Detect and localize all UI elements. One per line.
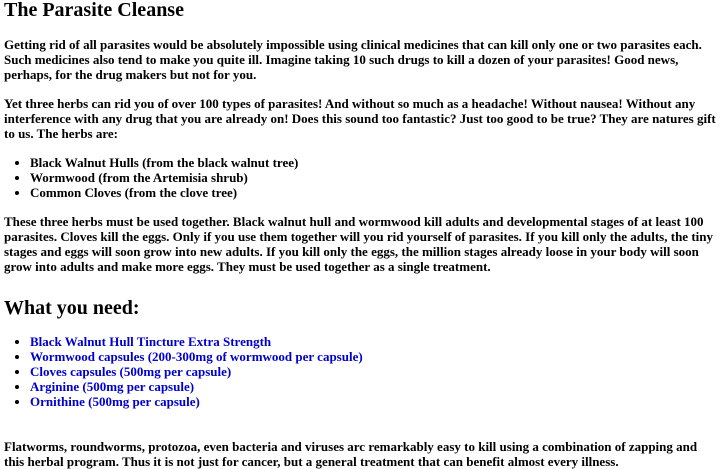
list-item-need [30, 334, 720, 349]
needs-list [4, 334, 720, 409]
list-item-need [30, 379, 720, 394]
link-wormwood-capsules[interactable]: Wormwood capsules (200-300mg of wormwood per capsule) [30, 349, 363, 364]
section-heading: What you need: [4, 297, 140, 319]
list-item-need [30, 364, 720, 379]
list-item-herb: • Common Cloves (from the clove tree) [30, 185, 720, 200]
link-black-walnut-tincture[interactable]: Black Walnut Hull Tincture Extra Strength [30, 334, 272, 349]
usage-paragraph: These three herbs must be used together. Black walnut hull and wormwood kill adults and developmental stages of at least 100 parasites. Cloves kill the eggs. Only if you use them together will you rid yourself of parasites. If you kill only the adults, the tiny stages and eggs will soon grow into new adults. If you kill only the eggs, the million stages already loose in your body will soon grow into adults and make more eggs. They must be used together as a single treatment. [4, 214, 713, 274]
link-ornithine[interactable]: Ornithine (500mg per capsule) [30, 394, 200, 409]
intro-paragraph: Getting rid of all parasites would be absolutely impossible using clinical medicines that can kill only one or two parasites each. Such medicines also tend to make you quite ill. Imagine taking 10 such drugs to kill a dozen of your parasites! Good news, perhaps, for the drug makers but not for you. [4, 37, 702, 82]
link-cloves-capsules[interactable]: Cloves capsules (500mg per capsule) [30, 364, 232, 379]
list-item-need [30, 349, 720, 364]
closing-paragraph: Flatworms, roundworms, protozoa, even bacteria and viruses arc remarkably easy to kill using a combination of zapping and this herbal program. Thus it is not just for cancer, but a general treatment that can benefit almost every illness. [4, 439, 698, 469]
herbs-intro-paragraph: Yet three herbs can rid you of over 100 types of parasites! And without so much as a headache! Without nausea! Without any interference with any drug that you are already on! Does this sound too fantastic? Just too good to be true? They are natures gift to us. The herbs are: [4, 96, 716, 141]
list-item-need [30, 394, 720, 409]
list-item-herb: • Black Walnut Hulls (from the black walnut tree) [30, 155, 720, 170]
herbs-list [4, 155, 720, 200]
link-arginine[interactable]: Arginine (500mg per capsule) [30, 379, 195, 394]
page-title: The Parasite Cleanse [4, 0, 184, 21]
list-item-herb: • Wormwood (from the Artemisia shrub) [30, 170, 720, 185]
